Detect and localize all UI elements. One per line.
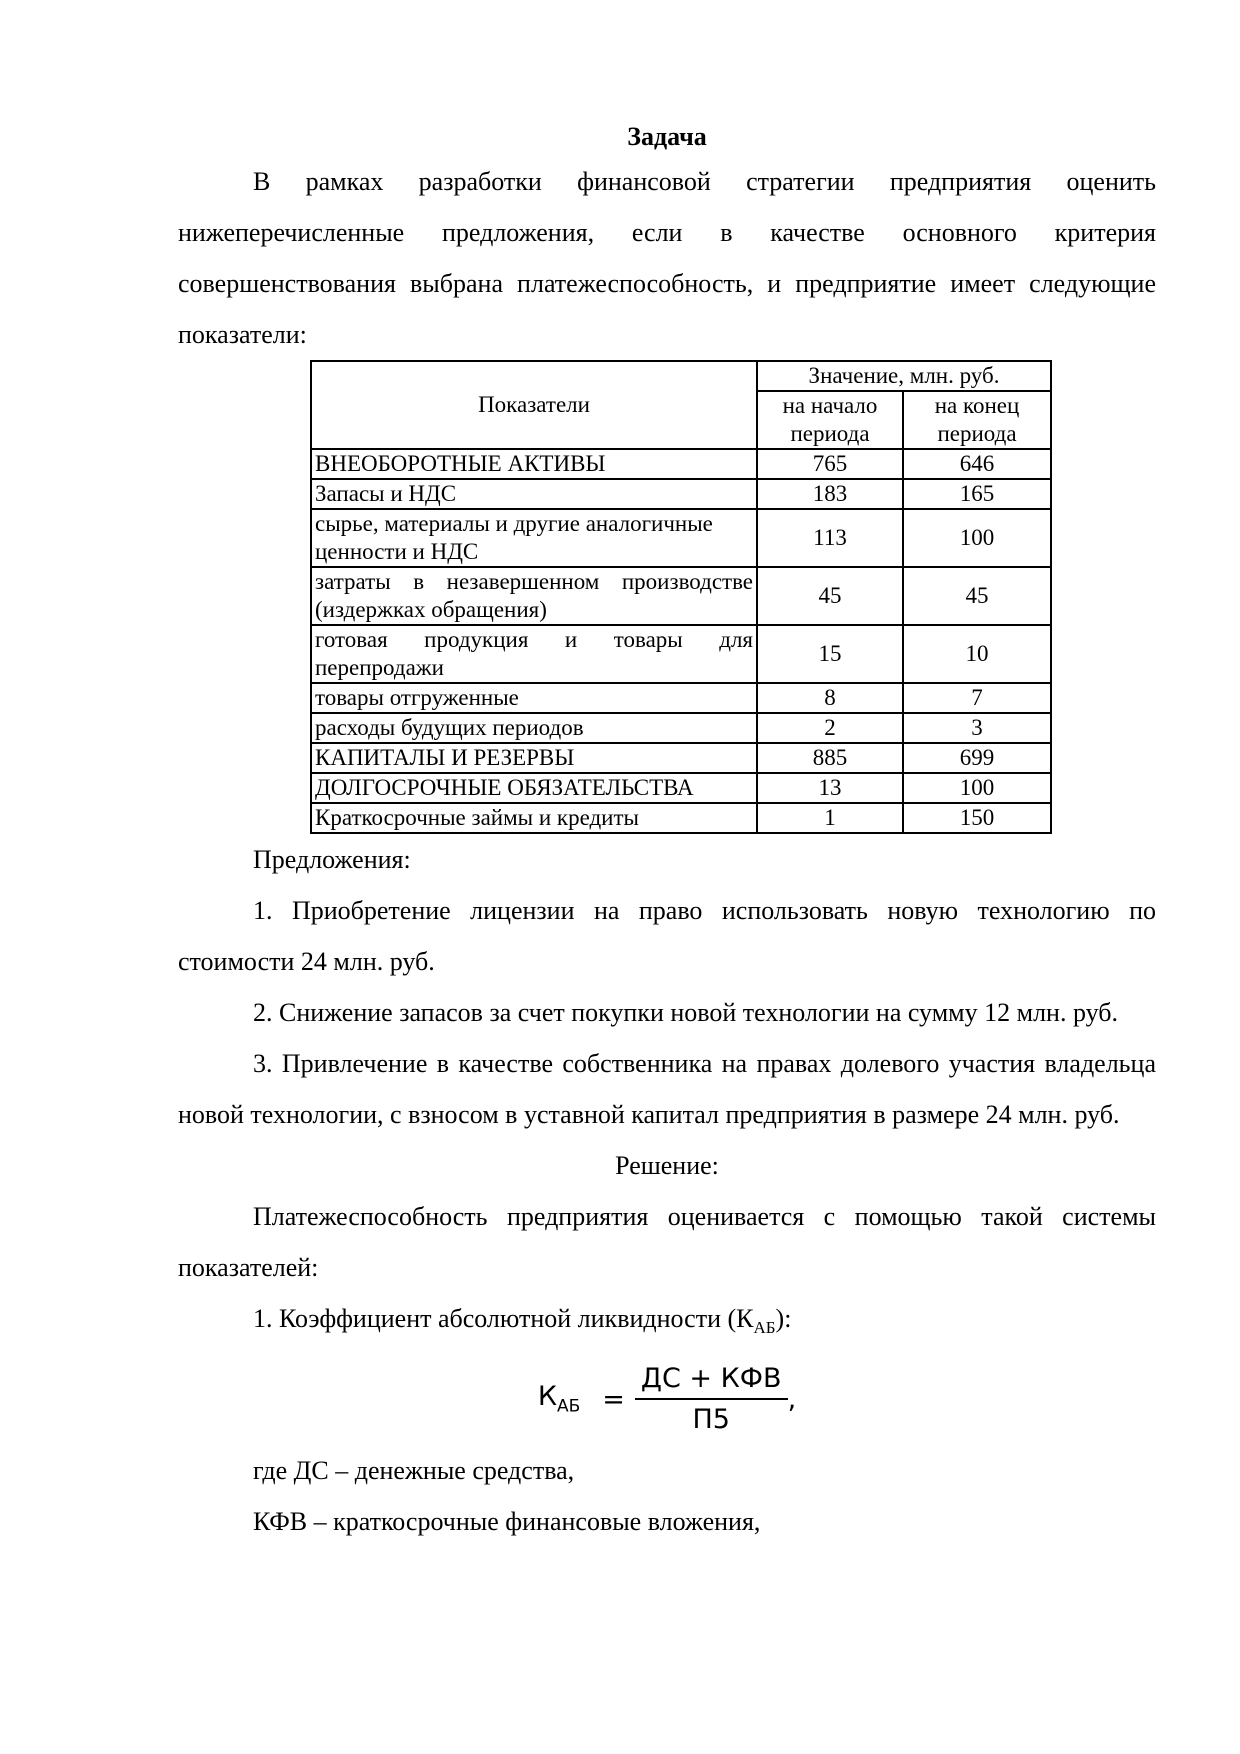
formula-numerator: ДС + КФВ: [635, 1363, 788, 1400]
proposal-3: 3. Привлечение в качестве собственника на правах долевого участия владельца новой технологии, с взносом в уставной капитал предприятия в размере 24 млн. руб.: [178, 1049, 1156, 1129]
header-end: на конец периода: [903, 391, 1051, 449]
formula-denominator: П5: [692, 1404, 730, 1436]
formula-equals: =: [602, 1383, 625, 1415]
formula-trailing: ,: [787, 1383, 797, 1415]
solution-intro: Платежеспособность предприятия оценивается с помощью такой системы показателей:: [178, 1202, 1156, 1282]
header-indicator: Показатели: [311, 361, 757, 449]
row-start: 45: [757, 567, 903, 625]
indicators-table: [310, 360, 1052, 834]
coefficient-subscript: АБ: [753, 1318, 776, 1338]
row-start: 885: [757, 743, 903, 773]
row-end: 10: [903, 625, 1051, 683]
row-name: товары отгруженные: [311, 683, 757, 713]
row-start: 8: [757, 683, 903, 713]
row-end: 699: [903, 743, 1051, 773]
proposal-2: 2. Снижение запасов за счет покупки новой технологии на сумму 12 млн. руб.: [253, 998, 1119, 1027]
row-end: 646: [903, 449, 1051, 479]
row-name: затраты в незавершенном производстве (издержках обращения): [311, 567, 757, 625]
row-start: 183: [757, 479, 903, 509]
formula-lhs: [538, 1381, 580, 1416]
row-name: готовая продукция и товары для перепродажи: [311, 625, 757, 683]
row-end: 150: [903, 803, 1051, 833]
coefficient-line: [178, 1293, 1156, 1353]
row-start: 13: [757, 773, 903, 803]
row-name: расходы будущих периодов: [311, 713, 757, 743]
row-start: 2: [757, 713, 903, 743]
row-end: 100: [903, 773, 1051, 803]
coefficient-tail: ):: [775, 1304, 792, 1333]
row-name: сырье, материалы и другие аналогичные ценности и НДС: [311, 509, 757, 567]
row-end: 7: [903, 683, 1051, 713]
absolute-liquidity-formula: [178, 1353, 1156, 1445]
row-start: 765: [757, 449, 903, 479]
header-value: Значение, млн. руб.: [757, 361, 1051, 391]
row-name: КАПИТАЛЫ И РЕЗЕРВЫ: [311, 743, 757, 773]
table-row: [311, 683, 1051, 713]
table-header-row: [311, 361, 1051, 391]
coefficient-text: 1. Коэффициент абсолютной ликвидности (К: [253, 1304, 754, 1333]
formula-lhs-symbol: К: [537, 1381, 557, 1413]
row-name: ВНЕОБОРОТНЫЕ АКТИВЫ: [311, 449, 757, 479]
row-start: 1: [757, 803, 903, 833]
row-start: 15: [757, 625, 903, 683]
table-row: [311, 773, 1051, 803]
proposals-heading: Предложения:: [253, 845, 411, 874]
formula-fraction: [635, 1363, 788, 1435]
proposal-1: 1. Приобретение лицензии на право использовать новую технологию по стоимости 24 млн. руб.: [178, 896, 1156, 976]
table-row: [311, 625, 1051, 683]
table-row: [311, 479, 1051, 509]
row-end: 45: [903, 567, 1051, 625]
row-name: ДОЛГОСРОЧНЫЕ ОБЯЗАТЕЛЬСТВА: [311, 773, 757, 803]
row-end: 3: [903, 713, 1051, 743]
table-row: [311, 713, 1051, 743]
table-row: [311, 449, 1051, 479]
row-start: 113: [757, 509, 903, 567]
document-content: [178, 118, 1156, 1547]
table-row: [311, 743, 1051, 773]
solution-heading: Решение:: [615, 1151, 719, 1180]
row-end: 100: [903, 509, 1051, 567]
row-end: 165: [903, 479, 1051, 509]
definition-kfv: КФВ – краткосрочные финансовые вложения,: [253, 1507, 761, 1537]
definition-ds: где ДС – денежные средства,: [253, 1456, 575, 1486]
table-row: [311, 567, 1051, 625]
header-start: на начало периода: [757, 391, 903, 449]
table-row: [311, 509, 1051, 567]
row-name: Запасы и НДС: [311, 479, 757, 509]
page-title: Задача: [627, 122, 707, 151]
formula-lhs-subscript: АБ: [556, 1396, 581, 1417]
intro-paragraph: В рамках разработки финансовой стратегии предприятия оценить нижеперечисленные предложения, если в качестве основного критерия совершенствования выбрана платежеспособность, и предприятие имеет следующие показатели:: [178, 167, 1156, 349]
row-name: Краткосрочные займы и кредиты: [311, 803, 757, 833]
table-row: [311, 803, 1051, 833]
